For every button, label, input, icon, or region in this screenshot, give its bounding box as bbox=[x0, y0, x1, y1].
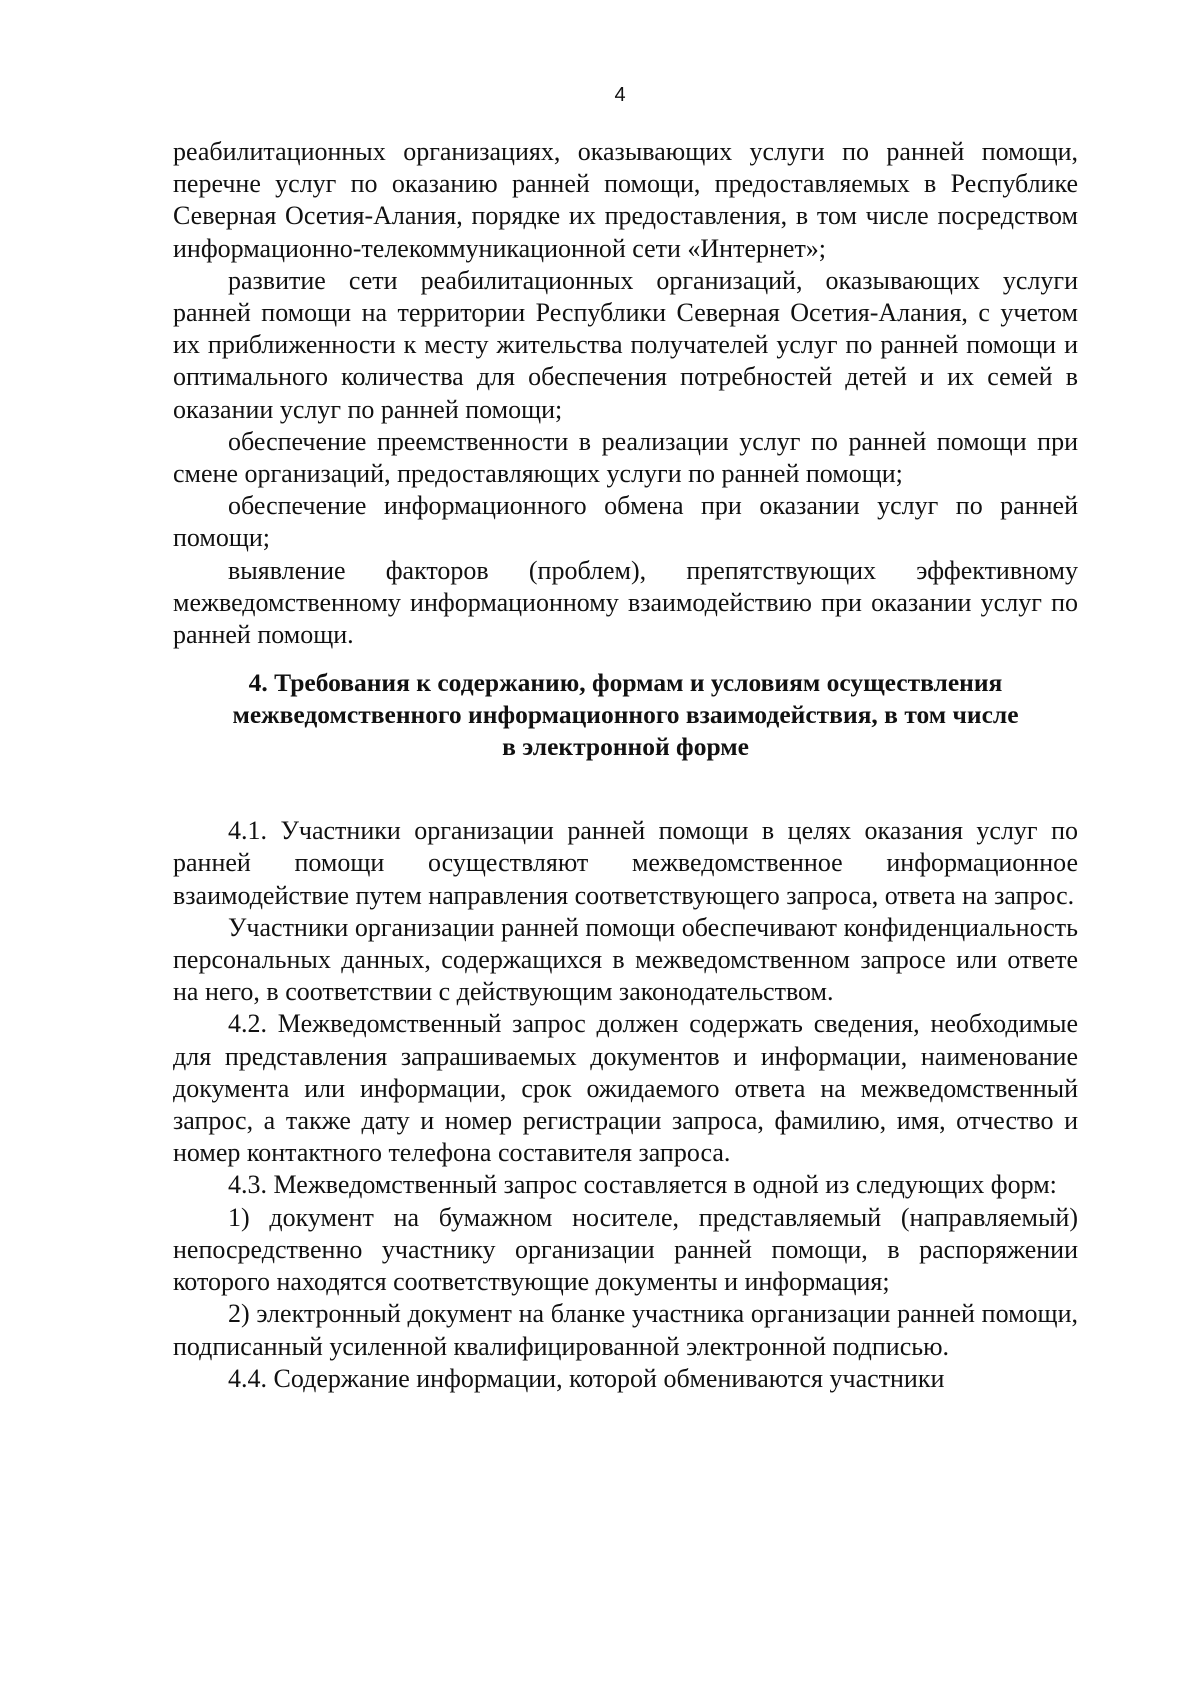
paragraph-confidentiality: Участники организации ранней помощи обеспечивают конфиденциальность персональных данных, содержащихся в межведомственном запросе или ответе на него, в соответствии с действующим законодательством. bbox=[173, 912, 1078, 1007]
section-heading-line-1: 4. Требования к содержанию, формам и условиям осуществления bbox=[248, 668, 1003, 698]
paragraph-4-2: 4.2. Межведомственный запрос должен содержать сведения, необходимые для представления запрашиваемых документов и информации, наименование документа или информации, срок ожидаемого ответа на межведомственный запрос, а также дату и номер регистрации запроса, фамилию, имя, отчество и номер контактного телефона составителя запроса. bbox=[173, 1009, 1078, 1168]
paragraph-continuity: обеспечение преемственности в реализации услуг по ранней помощи при смене организаций, предоставляющих услуги по ранней помощи; bbox=[173, 426, 1078, 489]
section-heading bbox=[173, 667, 1078, 763]
paragraph-network-development: развитие сети реабилитационных организаций, оказывающих услуги ранней помощи на территории Республики Северная Осетия-Алания, с учетом их приближенности к месту жительства получателей услуг по ранней помощи и оптимального количества для обеспечения потребностей детей и их семей в оказании услуг по ранней помощи; bbox=[173, 265, 1078, 424]
paragraph-problem-detection: выявление факторов (проблем), препятствующих эффективному межведомственному информационному взаимодействию при оказании услуг по ранней помощи. bbox=[173, 555, 1078, 650]
section-heading-line-2: межведомственного информационного взаимодействия, в том числе bbox=[232, 700, 1019, 730]
paragraph-4-4: 4.4. Содержание информации, которой обмениваются участники bbox=[228, 1363, 945, 1393]
paragraph-4-1: 4.1. Участники организации ранней помощи в целях оказания услуг по ранней помощи осуществляют межведомственное информационное взаимодействие путем направления соответствующего запроса, ответа на запрос. bbox=[173, 816, 1078, 910]
paragraph-information-exchange: обеспечение информационного обмена при оказании услуг по ранней помощи; bbox=[173, 491, 1078, 553]
paragraph-form-2: 2) электронный документ на бланке участника организации ранней помощи, подписанный усиленной квалифицированной электронной подписью. bbox=[173, 1299, 1078, 1361]
section-heading-line-3: в электронной форме bbox=[502, 732, 749, 762]
paragraph-continuation: реабилитационных организациях, оказывающих услуги по ранней помощи, перечне услуг по оказанию ранней помощи, предоставляемых в Республике Северная Осетия-Алания, порядке их предоставления, в том числе посредством информационно-телекоммуникационной сети «Интернет»; bbox=[173, 137, 1078, 263]
document-body bbox=[173, 136, 1078, 1395]
paragraph-4-3: 4.3. Межведомственный запрос составляется в одной из следующих форм: bbox=[228, 1170, 1057, 1200]
paragraph-form-1: 1) документ на бумажном носителе, представляемый (направляемый) непосредственно участнику организации ранней помощи, в распоряжении которого находятся соответствующие документы и информация; bbox=[173, 1202, 1078, 1297]
page-number: 4 bbox=[614, 84, 626, 106]
